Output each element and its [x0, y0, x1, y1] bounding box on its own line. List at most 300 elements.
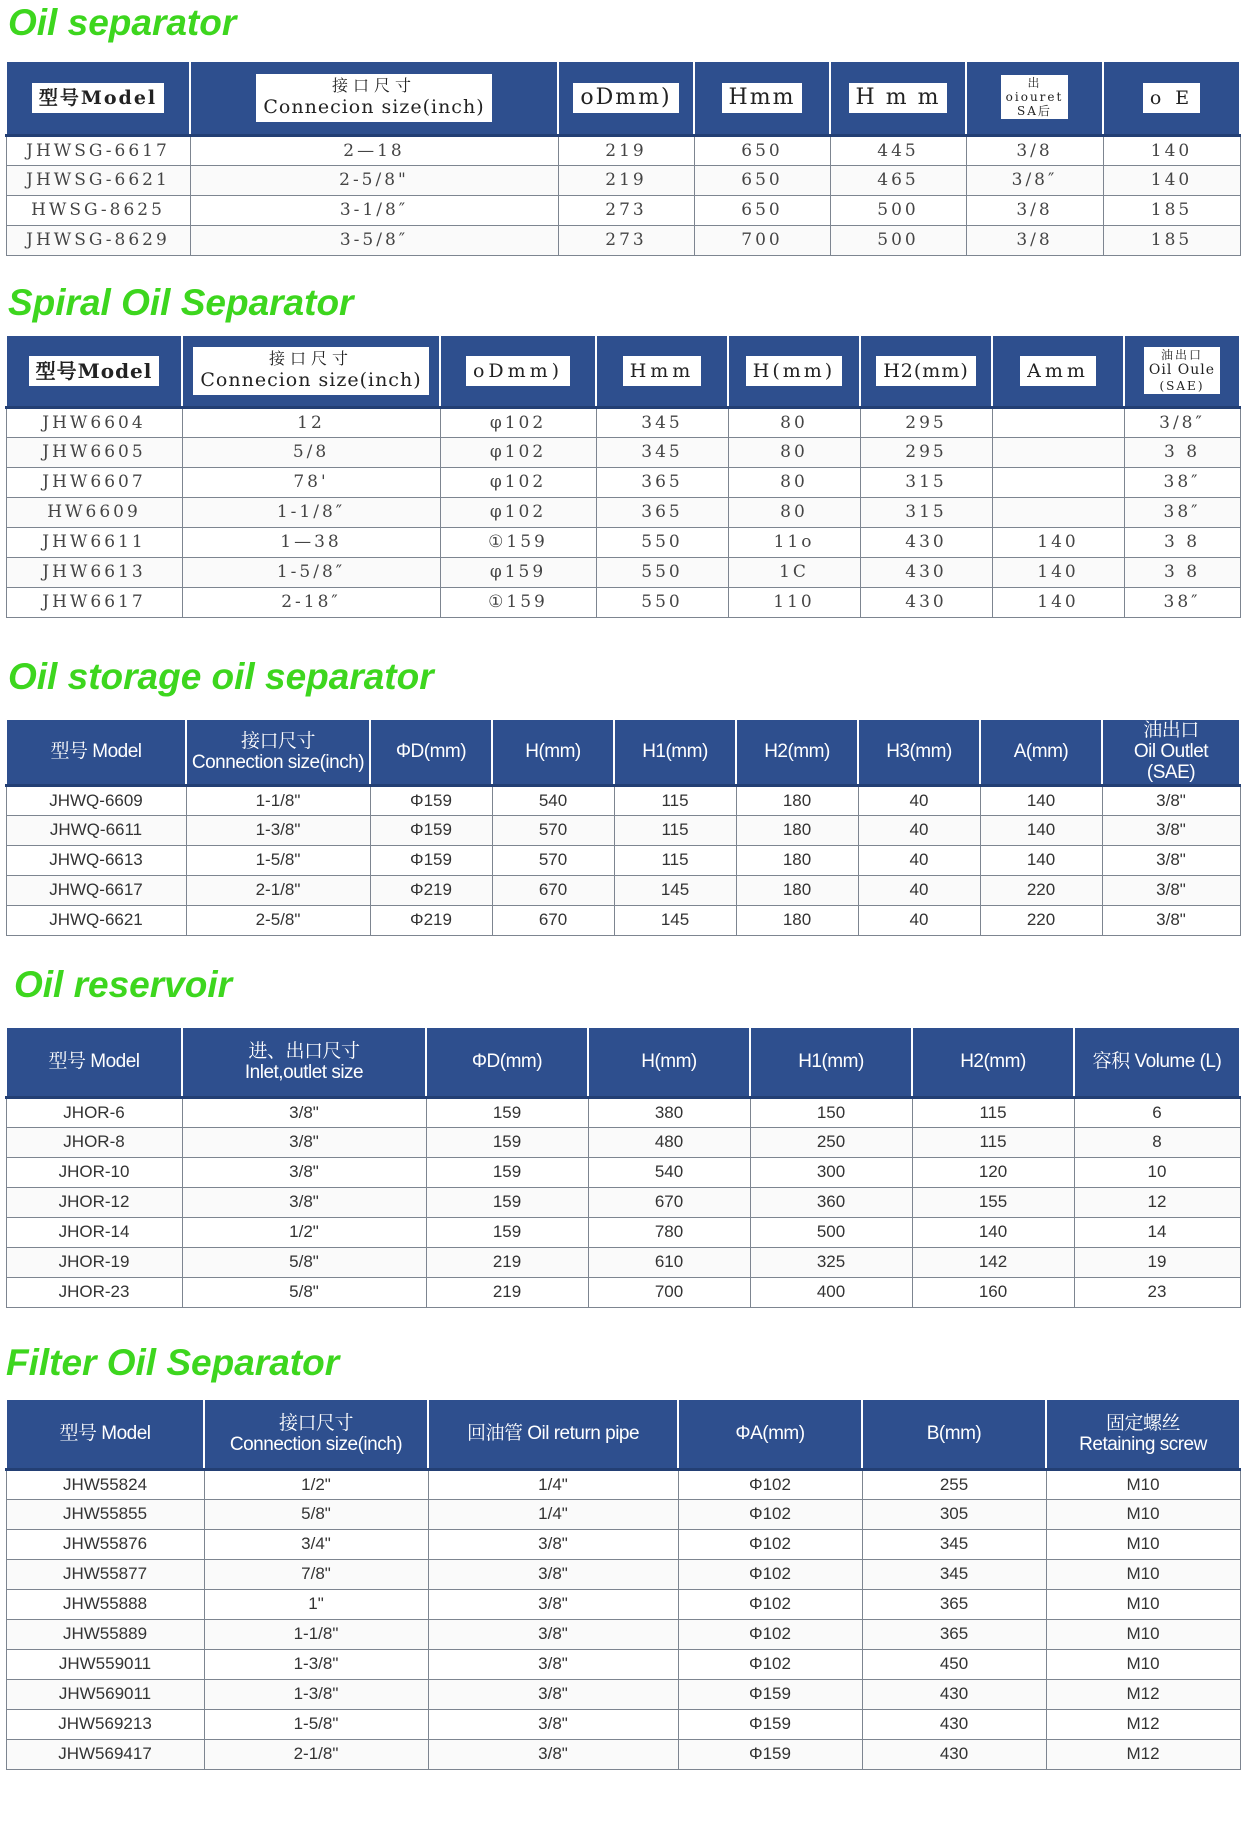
- model-cell: JHWQ-6611: [6, 815, 186, 845]
- table-cell: 110: [728, 587, 860, 617]
- table-cell: 365: [596, 497, 728, 527]
- model-cell: JHW55876: [6, 1529, 204, 1559]
- table-cell: 2-1/8": [204, 1739, 428, 1769]
- table-cell: 145: [614, 875, 736, 905]
- table-cell: 3/8": [1102, 815, 1240, 845]
- spiral-oil-separator-table: [5, 334, 1241, 618]
- table-cell: 159: [426, 1157, 588, 1187]
- col-header-height-2: H2(mm): [912, 1027, 1074, 1097]
- table-cell: 140: [1103, 165, 1240, 195]
- table-cell: φ102: [440, 437, 596, 467]
- table-row: [6, 845, 1240, 875]
- table-cell: 3/8″: [966, 165, 1103, 195]
- table-row: [6, 1247, 1240, 1277]
- table-cell: Φ102: [678, 1529, 862, 1559]
- col-header-oil-return: 回油管 Oil return pipe: [428, 1399, 678, 1469]
- section-title: Oil storage oil separator: [8, 656, 434, 697]
- table-cell: 3/8": [182, 1157, 426, 1187]
- table-row: [6, 527, 1240, 557]
- table-cell: 650: [694, 165, 830, 195]
- table-cell: 540: [492, 785, 614, 815]
- table-cell: 159: [426, 1097, 588, 1127]
- col-header-a: Amm: [992, 335, 1124, 407]
- table-cell: 120: [912, 1157, 1074, 1187]
- col-header-connection: 接口尺寸 Connecion size(inch): [190, 61, 558, 135]
- table-cell: 5/8": [204, 1499, 428, 1529]
- table-cell: 670: [492, 875, 614, 905]
- table-cell: [992, 437, 1124, 467]
- table-cell: 40: [858, 905, 980, 935]
- table-header-row: [6, 719, 1240, 785]
- section-title: Filter Oil Separator: [6, 1342, 340, 1383]
- model-cell: JHOR-8: [6, 1127, 182, 1157]
- col-header-oil-outlet: 出 oiouret SA后: [966, 61, 1103, 135]
- table-cell: 345: [862, 1559, 1046, 1589]
- col-header-height-1: H1(mm): [614, 719, 736, 785]
- table-cell: 430: [860, 527, 992, 557]
- table-cell: 19: [1074, 1247, 1240, 1277]
- table-cell: 11o: [728, 527, 860, 557]
- table-cell: 430: [860, 557, 992, 587]
- col-header-height: H(mm): [492, 719, 614, 785]
- table-cell: 219: [426, 1277, 588, 1307]
- table-cell: 145: [614, 905, 736, 935]
- model-cell: HWSG-8625: [6, 195, 190, 225]
- col-header-height-1: H(mm): [728, 335, 860, 407]
- table-cell: Φ102: [678, 1589, 862, 1619]
- table-row: [6, 1469, 1240, 1499]
- table-cell: Φ219: [370, 875, 492, 905]
- table-cell: 5/8: [182, 437, 440, 467]
- model-cell: JHW55888: [6, 1589, 204, 1619]
- col-header-height: Hmm: [694, 61, 830, 135]
- table-cell: 3/8": [428, 1619, 678, 1649]
- table-cell: 1-5/8": [186, 845, 370, 875]
- table-cell: 1/4": [428, 1499, 678, 1529]
- table-cell: 3/8": [1102, 785, 1240, 815]
- table-cell: 159: [426, 1187, 588, 1217]
- table-cell: M10: [1046, 1529, 1240, 1559]
- table-cell: 38″: [1124, 587, 1240, 617]
- col-header-height-2: H m m: [830, 61, 966, 135]
- table-cell: Φ102: [678, 1619, 862, 1649]
- table-cell: Φ219: [370, 905, 492, 935]
- table-cell: 315: [860, 497, 992, 527]
- col-header-oil-outlet: 油出口 Oil Oule (SAE): [1124, 335, 1240, 407]
- table-cell: 220: [980, 875, 1102, 905]
- model-cell: JHWSG-8629: [6, 225, 190, 255]
- table-cell: 159: [426, 1127, 588, 1157]
- table-row: [6, 1679, 1240, 1709]
- table-cell: 450: [862, 1649, 1046, 1679]
- table-cell: 80: [728, 407, 860, 437]
- table-cell: 3/8": [428, 1709, 678, 1739]
- table-row: [6, 1619, 1240, 1649]
- col-header-height-1: H1(mm): [750, 1027, 912, 1097]
- table-cell: Φ159: [370, 785, 492, 815]
- table-row: [6, 1157, 1240, 1187]
- table-cell: 315: [860, 467, 992, 497]
- model-cell: JHOR-10: [6, 1157, 182, 1187]
- table-cell: 500: [750, 1217, 912, 1247]
- table-cell: 540: [588, 1157, 750, 1187]
- table-cell: 3/8: [966, 135, 1103, 165]
- table-cell: 650: [694, 135, 830, 165]
- model-cell: JHWSG-6617: [6, 135, 190, 165]
- table-row: [6, 1739, 1240, 1769]
- table-row: [6, 815, 1240, 845]
- table-cell: 23: [1074, 1277, 1240, 1307]
- table-cell: 1-1/8": [204, 1619, 428, 1649]
- table-cell: [992, 497, 1124, 527]
- table-cell: 220: [980, 905, 1102, 935]
- model-cell: JHWQ-6617: [6, 875, 186, 905]
- table-cell: 140: [992, 587, 1124, 617]
- table-cell: 115: [614, 785, 736, 815]
- table-cell: 1-5/8″: [182, 557, 440, 587]
- table-cell: 140: [980, 845, 1102, 875]
- table-row: [6, 135, 1240, 165]
- col-header-diameter: ΦD(mm): [426, 1027, 588, 1097]
- table-cell: 325: [750, 1247, 912, 1277]
- table-cell: Φ102: [678, 1469, 862, 1499]
- oil-storage-separator-table: [5, 718, 1241, 936]
- model-cell: JHW569213: [6, 1709, 204, 1739]
- oil-separator-table: [5, 60, 1241, 256]
- table-cell: 295: [860, 407, 992, 437]
- table-cell: 430: [860, 587, 992, 617]
- table-cell: 650: [694, 195, 830, 225]
- table-row: [6, 165, 1240, 195]
- table-cell: 1C: [728, 557, 860, 587]
- table-cell: 1-1/8": [186, 785, 370, 815]
- table-cell: 40: [858, 785, 980, 815]
- table-cell: 670: [492, 905, 614, 935]
- table-cell: 155: [912, 1187, 1074, 1217]
- col-header-height: H(mm): [588, 1027, 750, 1097]
- table-cell: M10: [1046, 1589, 1240, 1619]
- table-cell: 360: [750, 1187, 912, 1217]
- table-cell: Φ159: [678, 1709, 862, 1739]
- table-header-row: [6, 1399, 1240, 1469]
- model-cell: JHW6607: [6, 467, 182, 497]
- col-header-model: 型号 Model: [6, 1027, 182, 1097]
- col-header-a: ΦA(mm): [678, 1399, 862, 1469]
- table-cell: M12: [1046, 1679, 1240, 1709]
- table-cell: 12: [1074, 1187, 1240, 1217]
- table-cell: 3/8": [428, 1589, 678, 1619]
- table-cell: 3-5/8″: [190, 225, 558, 255]
- table-cell: 250: [750, 1127, 912, 1157]
- table-cell: 610: [588, 1247, 750, 1277]
- col-header-diameter: oDmm): [558, 61, 694, 135]
- filter-oil-separator-table: [5, 1398, 1241, 1770]
- table-cell: 430: [862, 1679, 1046, 1709]
- table-cell: Φ159: [370, 845, 492, 875]
- table-cell: 115: [614, 815, 736, 845]
- table-cell: 80: [728, 437, 860, 467]
- table-cell: 1—38: [182, 527, 440, 557]
- table-cell: 1-3/8": [204, 1649, 428, 1679]
- model-cell: JHW6604: [6, 407, 182, 437]
- table-cell: 500: [830, 225, 966, 255]
- table-cell: 345: [596, 407, 728, 437]
- table-cell: 1-3/8": [204, 1679, 428, 1709]
- table-cell: M12: [1046, 1739, 1240, 1769]
- table-cell: 430: [862, 1709, 1046, 1739]
- table-row: [6, 437, 1240, 467]
- table-row: [6, 1499, 1240, 1529]
- table-row: [6, 1709, 1240, 1739]
- table-cell: 3 8: [1124, 527, 1240, 557]
- table-cell: 380: [588, 1097, 750, 1127]
- table-cell: 430: [862, 1739, 1046, 1769]
- col-header-retaining-screw: 固定螺丝 Retaining screw: [1046, 1399, 1240, 1469]
- table-cell: 180: [736, 875, 858, 905]
- col-header-height-2: H2(mm): [736, 719, 858, 785]
- table-cell: 5/8": [182, 1247, 426, 1277]
- table-row: [6, 1217, 1240, 1247]
- table-cell: 550: [596, 557, 728, 587]
- table-cell: Φ102: [678, 1499, 862, 1529]
- table-cell: 80: [728, 497, 860, 527]
- table-cell: Φ159: [370, 815, 492, 845]
- table-cell: 2-18″: [182, 587, 440, 617]
- table-cell: 445: [830, 135, 966, 165]
- col-header-e: o E: [1103, 61, 1240, 135]
- table-row: [6, 1187, 1240, 1217]
- table-cell: [992, 407, 1124, 437]
- table-cell: 365: [862, 1589, 1046, 1619]
- table-cell: 3/8": [182, 1127, 426, 1157]
- table-cell: 670: [588, 1187, 750, 1217]
- table-cell: 185: [1103, 195, 1240, 225]
- table-cell: Φ102: [678, 1559, 862, 1589]
- table-cell: 780: [588, 1217, 750, 1247]
- table-row: [6, 195, 1240, 225]
- table-cell: ①159: [440, 587, 596, 617]
- table-cell: Φ102: [678, 1649, 862, 1679]
- table-cell: 365: [862, 1619, 1046, 1649]
- table-cell: 1": [204, 1589, 428, 1619]
- table-cell: 219: [558, 135, 694, 165]
- table-cell: 219: [426, 1247, 588, 1277]
- model-cell: JHWSG-6621: [6, 165, 190, 195]
- table-cell: 1/2": [204, 1469, 428, 1499]
- table-cell: 1/4": [428, 1469, 678, 1499]
- table-cell: 180: [736, 905, 858, 935]
- section-title: Spiral Oil Separator: [8, 282, 354, 323]
- table-cell: 180: [736, 815, 858, 845]
- table-cell: 3/8": [428, 1649, 678, 1679]
- table-cell: ①159: [440, 527, 596, 557]
- table-cell: 140: [1103, 135, 1240, 165]
- table-cell: 3/8": [1102, 905, 1240, 935]
- table-cell: 480: [588, 1127, 750, 1157]
- table-cell: 550: [596, 587, 728, 617]
- table-cell: 3/8″: [1124, 407, 1240, 437]
- col-header-connection: 接口尺寸 Connection size(inch): [204, 1399, 428, 1469]
- model-cell: JHW55889: [6, 1619, 204, 1649]
- model-cell: JHWQ-6613: [6, 845, 186, 875]
- col-header-b: B(mm): [862, 1399, 1046, 1469]
- table-cell: 700: [694, 225, 830, 255]
- table-cell: 570: [492, 815, 614, 845]
- table-cell: 2-5/8": [190, 165, 558, 195]
- table-cell: 10: [1074, 1157, 1240, 1187]
- model-cell: JHW569417: [6, 1739, 204, 1769]
- col-header-model: 型号Model: [6, 335, 182, 407]
- table-cell: M10: [1046, 1499, 1240, 1529]
- table-header-row: [6, 61, 1240, 135]
- table-cell: 2-5/8": [186, 905, 370, 935]
- col-header-inlet-outlet: 进、出口尺寸 Inlet,outlet size: [182, 1027, 426, 1097]
- table-cell: 38″: [1124, 497, 1240, 527]
- model-cell: JHW55855: [6, 1499, 204, 1529]
- table-cell: φ102: [440, 497, 596, 527]
- table-cell: 38″: [1124, 467, 1240, 497]
- table-cell: 3/8": [428, 1679, 678, 1709]
- model-cell: JHW6613: [6, 557, 182, 587]
- col-header-height-2: H2(mm): [860, 335, 992, 407]
- table-cell: 160: [912, 1277, 1074, 1307]
- table-cell: 40: [858, 875, 980, 905]
- table-header-row: [6, 1027, 1240, 1097]
- table-cell: 700: [588, 1277, 750, 1307]
- table-cell: Φ159: [678, 1739, 862, 1769]
- table-cell: 3-1/8″: [190, 195, 558, 225]
- table-cell: 1/2": [182, 1217, 426, 1247]
- col-header-diameter: ΦD(mm): [370, 719, 492, 785]
- table-cell: 2—18: [190, 135, 558, 165]
- table-cell: 273: [558, 195, 694, 225]
- table-cell: 1-5/8": [204, 1709, 428, 1739]
- model-cell: JHW55824: [6, 1469, 204, 1499]
- table-cell: 3/8": [428, 1559, 678, 1589]
- table-cell: 140: [912, 1217, 1074, 1247]
- table-row: [6, 1589, 1240, 1619]
- table-cell: M10: [1046, 1649, 1240, 1679]
- table-row: [6, 785, 1240, 815]
- table-cell: 400: [750, 1277, 912, 1307]
- col-header-height: Hmm: [596, 335, 728, 407]
- table-cell: 40: [858, 815, 980, 845]
- col-header-model: 型号Model: [6, 61, 190, 135]
- table-cell: 3/8: [966, 225, 1103, 255]
- col-header-volume: 容积 Volume (L): [1074, 1027, 1240, 1097]
- model-cell: JHW6605: [6, 437, 182, 467]
- table-cell: 80: [728, 467, 860, 497]
- table-cell: 180: [736, 785, 858, 815]
- table-cell: 140: [980, 785, 1102, 815]
- table-cell: 3/4": [204, 1529, 428, 1559]
- table-cell: 3/8": [182, 1187, 426, 1217]
- model-cell: JHOR-14: [6, 1217, 182, 1247]
- table-cell: 3 8: [1124, 437, 1240, 467]
- section-title: Oil separator: [8, 2, 237, 43]
- table-cell: 150: [750, 1097, 912, 1127]
- table-cell: [992, 467, 1124, 497]
- oil-reservoir-table: [5, 1026, 1241, 1308]
- model-cell: JHW55877: [6, 1559, 204, 1589]
- table-cell: 115: [912, 1097, 1074, 1127]
- table-cell: 295: [860, 437, 992, 467]
- table-cell: 180: [736, 845, 858, 875]
- table-cell: 500: [830, 195, 966, 225]
- model-cell: JHW569011: [6, 1679, 204, 1709]
- table-cell: 8: [1074, 1127, 1240, 1157]
- table-row: [6, 557, 1240, 587]
- table-cell: φ102: [440, 407, 596, 437]
- table-cell: 550: [596, 527, 728, 557]
- table-cell: 2-1/8": [186, 875, 370, 905]
- table-cell: 3/8": [182, 1097, 426, 1127]
- table-cell: 219: [558, 165, 694, 195]
- table-cell: 142: [912, 1247, 1074, 1277]
- model-cell: JHW559011: [6, 1649, 204, 1679]
- table-cell: 140: [992, 527, 1124, 557]
- section-title: Oil reservoir: [14, 964, 233, 1005]
- model-cell: JHOR-19: [6, 1247, 182, 1277]
- table-cell: 305: [862, 1499, 1046, 1529]
- table-cell: 3/8": [428, 1739, 678, 1769]
- table-row: [6, 1277, 1240, 1307]
- table-cell: 570: [492, 845, 614, 875]
- table-cell: 465: [830, 165, 966, 195]
- table-row: [6, 467, 1240, 497]
- table-cell: 273: [558, 225, 694, 255]
- col-header-height-3: H3(mm): [858, 719, 980, 785]
- model-cell: JHW6617: [6, 587, 182, 617]
- model-cell: JHOR-6: [6, 1097, 182, 1127]
- table-cell: 115: [614, 845, 736, 875]
- table-row: [6, 587, 1240, 617]
- table-cell: 3/8": [428, 1529, 678, 1559]
- table-cell: φ102: [440, 467, 596, 497]
- table-cell: 1-3/8": [186, 815, 370, 845]
- table-cell: 40: [858, 845, 980, 875]
- table-cell: M12: [1046, 1709, 1240, 1739]
- table-cell: M10: [1046, 1559, 1240, 1589]
- table-row: [6, 1649, 1240, 1679]
- table-row: [6, 1127, 1240, 1157]
- table-row: [6, 905, 1240, 935]
- table-cell: 3/8": [1102, 845, 1240, 875]
- model-cell: HW6609: [6, 497, 182, 527]
- table-cell: 78': [182, 467, 440, 497]
- col-header-a: A(mm): [980, 719, 1102, 785]
- table-cell: 3/8: [966, 195, 1103, 225]
- table-cell: 140: [980, 815, 1102, 845]
- table-cell: 3/8": [1102, 875, 1240, 905]
- table-cell: 5/8": [182, 1277, 426, 1307]
- table-cell: 7/8": [204, 1559, 428, 1589]
- col-header-model: 型号 Model: [6, 1399, 204, 1469]
- table-cell: 300: [750, 1157, 912, 1187]
- table-cell: 1-1/8″: [182, 497, 440, 527]
- model-cell: JHOR-23: [6, 1277, 182, 1307]
- table-cell: φ159: [440, 557, 596, 587]
- model-cell: JHWQ-6609: [6, 785, 186, 815]
- table-row: [6, 497, 1240, 527]
- table-cell: 255: [862, 1469, 1046, 1499]
- table-row: [6, 225, 1240, 255]
- table-cell: 140: [992, 557, 1124, 587]
- table-cell: 3 8: [1124, 557, 1240, 587]
- table-cell: 14: [1074, 1217, 1240, 1247]
- col-header-model: 型号 Model: [6, 719, 186, 785]
- table-cell: Φ159: [678, 1679, 862, 1709]
